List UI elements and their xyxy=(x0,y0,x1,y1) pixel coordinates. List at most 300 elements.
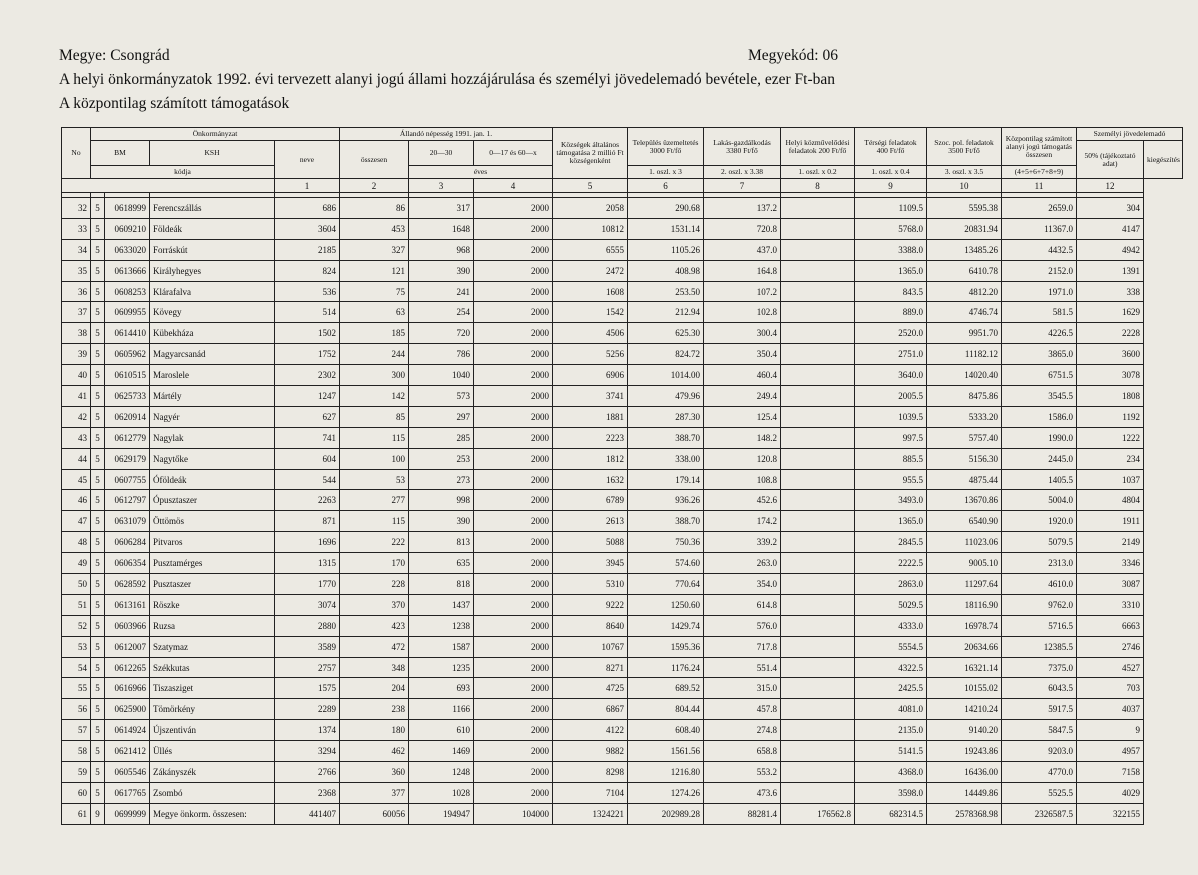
pit-supplement-cell: 1911 xyxy=(1077,511,1144,532)
table-row xyxy=(62,532,1183,553)
municipality-name-cell: Szatymaz xyxy=(150,636,275,657)
settlement-operation-cell: 4725 xyxy=(553,678,628,699)
settlement-operation-cell: 8271 xyxy=(553,657,628,678)
village-support-cell: 2000 xyxy=(474,323,553,344)
population-total-cell: 627 xyxy=(275,406,340,427)
row-number-cell: 58 xyxy=(62,741,91,762)
header-kieg: kiegészítés xyxy=(1144,141,1183,179)
regional-tasks-cell xyxy=(781,574,855,595)
population-0-17-60-cell: 1469 xyxy=(409,741,474,762)
population-20-30-cell: 121 xyxy=(340,260,409,281)
pit-supplement-cell: 7158 xyxy=(1077,762,1144,783)
regional-tasks-cell xyxy=(781,594,855,615)
housing-cell: 1531.14 xyxy=(628,218,704,239)
row-number-cell: 36 xyxy=(62,281,91,302)
bm-code-cell: 5 xyxy=(91,344,105,365)
population-total-cell: 604 xyxy=(275,448,340,469)
population-total-cell: 441407 xyxy=(275,803,340,824)
population-20-30-cell: 53 xyxy=(340,469,409,490)
regional-tasks-cell: 176562.8 xyxy=(781,803,855,824)
public-culture-cell: 658.8 xyxy=(704,741,781,762)
regional-tasks-cell xyxy=(781,198,855,219)
village-support-cell: 2000 xyxy=(474,365,553,386)
population-total-cell: 2368 xyxy=(275,782,340,803)
pit-50-percent-cell: 1586.0 xyxy=(1002,406,1077,427)
public-culture-cell: 717.8 xyxy=(704,636,781,657)
population-20-30-cell: 238 xyxy=(340,699,409,720)
row-number-cell: 38 xyxy=(62,323,91,344)
population-total-cell: 824 xyxy=(275,260,340,281)
pit-50-percent-cell: 11367.0 xyxy=(1002,218,1077,239)
row-number-cell: 57 xyxy=(62,720,91,741)
central-support-total-cell: 9140.20 xyxy=(927,720,1002,741)
pit-supplement-cell: 1037 xyxy=(1077,469,1144,490)
central-support-total-cell: 14020.40 xyxy=(927,365,1002,386)
housing-cell: 770.64 xyxy=(628,574,704,595)
social-policy-cell: 2751.0 xyxy=(855,344,927,365)
population-0-17-60-cell: 635 xyxy=(409,553,474,574)
regional-tasks-cell xyxy=(781,615,855,636)
row-number-cell: 60 xyxy=(62,782,91,803)
public-culture-cell: 300.4 xyxy=(704,323,781,344)
housing-cell: 804.44 xyxy=(628,699,704,720)
row-number-cell: 47 xyxy=(62,511,91,532)
population-20-30-cell: 244 xyxy=(340,344,409,365)
pit-50-percent-cell: 5525.5 xyxy=(1002,782,1077,803)
column-number: 6 xyxy=(628,179,704,193)
central-support-total-cell: 4746.74 xyxy=(927,302,1002,323)
housing-cell: 1274.26 xyxy=(628,782,704,803)
bm-code-cell: 5 xyxy=(91,636,105,657)
housing-cell: 1216.80 xyxy=(628,762,704,783)
population-0-17-60-cell: 1166 xyxy=(409,699,474,720)
population-0-17-60-cell: 818 xyxy=(409,574,474,595)
village-support-cell: 2000 xyxy=(474,406,553,427)
municipality-name-cell: Öttömös xyxy=(150,511,275,532)
bm-code-cell: 5 xyxy=(91,741,105,762)
table-row xyxy=(62,365,1183,386)
social-policy-cell: 3640.0 xyxy=(855,365,927,386)
population-0-17-60-cell: 998 xyxy=(409,490,474,511)
pit-50-percent-cell: 1990.0 xyxy=(1002,427,1077,448)
social-policy-cell: 1365.0 xyxy=(855,511,927,532)
column-number: 1 xyxy=(275,179,340,193)
ksh-code-cell: 0612265 xyxy=(105,657,150,678)
bm-code-cell: 5 xyxy=(91,532,105,553)
municipality-name-cell: Tömörkény xyxy=(150,699,275,720)
bm-code-cell: 5 xyxy=(91,511,105,532)
population-20-30-cell: 115 xyxy=(340,427,409,448)
pit-supplement-cell: 1192 xyxy=(1077,406,1144,427)
row-number-cell: 54 xyxy=(62,657,91,678)
municipality-name-cell: Üllés xyxy=(150,741,275,762)
total-row xyxy=(62,803,1183,824)
population-total-cell: 871 xyxy=(275,511,340,532)
population-0-17-60-cell: 1587 xyxy=(409,636,474,657)
social-policy-cell: 885.5 xyxy=(855,448,927,469)
population-20-30-cell: 360 xyxy=(340,762,409,783)
table-row xyxy=(62,427,1183,448)
bm-code-cell: 5 xyxy=(91,365,105,386)
social-policy-cell: 4368.0 xyxy=(855,762,927,783)
header-szoc: Szoc. pol. feladatok 3500 Ft/fő xyxy=(927,128,1002,166)
ksh-code-cell: 0616966 xyxy=(105,678,150,699)
header-colnum-blank xyxy=(62,179,275,193)
bm-code-cell: 5 xyxy=(91,239,105,260)
village-support-cell: 2000 xyxy=(474,302,553,323)
population-0-17-60-cell: 297 xyxy=(409,406,474,427)
ksh-code-cell: 0613161 xyxy=(105,594,150,615)
housing-cell: 1561.56 xyxy=(628,741,704,762)
header-calc-helyi: 1. oszl. x 0.2 xyxy=(781,166,855,179)
central-support-total-cell: 14210.24 xyxy=(927,699,1002,720)
bm-code-cell: 5 xyxy=(91,553,105,574)
housing-cell: 574.60 xyxy=(628,553,704,574)
municipality-name-cell: Pitvaros xyxy=(150,532,275,553)
ksh-code-cell: 0603966 xyxy=(105,615,150,636)
table-row xyxy=(62,594,1183,615)
central-support-total-cell: 4875.44 xyxy=(927,469,1002,490)
population-0-17-60-cell: 573 xyxy=(409,386,474,407)
pit-supplement-cell: 703 xyxy=(1077,678,1144,699)
municipality-name-cell: Ópusztaszer xyxy=(150,490,275,511)
social-policy-cell: 1109.5 xyxy=(855,198,927,219)
column-number: 3 xyxy=(409,179,474,193)
municipality-name-cell: Tiszasziget xyxy=(150,678,275,699)
settlement-operation-cell: 3945 xyxy=(553,553,628,574)
bm-code-cell: 5 xyxy=(91,490,105,511)
table-row xyxy=(62,720,1183,741)
bm-code-cell: 5 xyxy=(91,469,105,490)
pit-50-percent-cell: 5004.0 xyxy=(1002,490,1077,511)
social-policy-cell: 997.5 xyxy=(855,427,927,448)
population-20-30-cell: 228 xyxy=(340,574,409,595)
bm-code-cell: 5 xyxy=(91,657,105,678)
header-calc-tersegi: 1. oszl. x 0.4 xyxy=(855,166,927,179)
housing-cell: 1429.74 xyxy=(628,615,704,636)
document-title: A helyi önkormányzatok 1992. évi tervezett alanyi jogú állami hozzájárulása és személyi jövedelemadó bevétele, ezer Ft-ban xyxy=(59,71,835,88)
row-number-cell: 56 xyxy=(62,699,91,720)
ksh-code-cell: 0631079 xyxy=(105,511,150,532)
row-number-cell: 33 xyxy=(62,218,91,239)
public-culture-cell: 551.4 xyxy=(704,657,781,678)
table-row xyxy=(62,741,1183,762)
housing-cell: 1595.36 xyxy=(628,636,704,657)
ksh-code-cell: 0614924 xyxy=(105,720,150,741)
table-row xyxy=(62,762,1183,783)
regional-tasks-cell xyxy=(781,741,855,762)
pit-supplement-cell: 4037 xyxy=(1077,699,1144,720)
settlement-operation-cell: 4506 xyxy=(553,323,628,344)
header-neve: neve xyxy=(275,141,340,179)
row-number-cell: 42 xyxy=(62,406,91,427)
population-0-17-60-cell: 390 xyxy=(409,511,474,532)
central-support-total-cell: 20634.66 xyxy=(927,636,1002,657)
ksh-code-cell: 0625733 xyxy=(105,386,150,407)
municipality-name-cell: Zákányszék xyxy=(150,762,275,783)
population-0-17-60-cell: 254 xyxy=(409,302,474,323)
population-20-30-cell: 423 xyxy=(340,615,409,636)
village-support-cell: 2000 xyxy=(474,386,553,407)
ksh-code-cell: 0607755 xyxy=(105,469,150,490)
population-total-cell: 2757 xyxy=(275,657,340,678)
pit-50-percent-cell: 5079.5 xyxy=(1002,532,1077,553)
pit-supplement-cell: 304 xyxy=(1077,198,1144,219)
population-0-17-60-cell: 968 xyxy=(409,239,474,260)
ksh-code-cell: 0609210 xyxy=(105,218,150,239)
settlement-operation-cell: 6906 xyxy=(553,365,628,386)
pit-supplement-cell: 4942 xyxy=(1077,239,1144,260)
central-support-total-cell: 8475.86 xyxy=(927,386,1002,407)
population-20-30-cell: 115 xyxy=(340,511,409,532)
pit-50-percent-cell: 4226.5 xyxy=(1002,323,1077,344)
row-number-cell: 49 xyxy=(62,553,91,574)
village-support-cell: 2000 xyxy=(474,657,553,678)
village-support-cell: 2000 xyxy=(474,511,553,532)
public-culture-cell: 148.2 xyxy=(704,427,781,448)
population-20-30-cell: 370 xyxy=(340,594,409,615)
municipality-name-cell: Pusztamérges xyxy=(150,553,275,574)
pit-50-percent-cell: 5917.5 xyxy=(1002,699,1077,720)
housing-cell: 388.70 xyxy=(628,427,704,448)
column-number: 11 xyxy=(1002,179,1077,193)
settlement-operation-cell: 2223 xyxy=(553,427,628,448)
table-row xyxy=(62,469,1183,490)
settlement-operation-cell: 9882 xyxy=(553,741,628,762)
bm-code-cell: 5 xyxy=(91,574,105,595)
pit-supplement-cell: 4147 xyxy=(1077,218,1144,239)
population-20-30-cell: 453 xyxy=(340,218,409,239)
municipality-name-cell: Mártély xyxy=(150,386,275,407)
village-support-cell: 2000 xyxy=(474,427,553,448)
housing-cell: 479.96 xyxy=(628,386,704,407)
row-number-cell: 53 xyxy=(62,636,91,657)
village-support-cell: 2000 xyxy=(474,490,553,511)
central-support-total-cell: 2578368.98 xyxy=(927,803,1002,824)
pit-50-percent-cell: 1405.5 xyxy=(1002,469,1077,490)
housing-cell: 212.94 xyxy=(628,302,704,323)
population-20-30-cell: 63 xyxy=(340,302,409,323)
row-number-cell: 52 xyxy=(62,615,91,636)
social-policy-cell: 2845.5 xyxy=(855,532,927,553)
housing-cell: 625.30 xyxy=(628,323,704,344)
ksh-code-cell: 0628592 xyxy=(105,574,150,595)
village-support-cell: 2000 xyxy=(474,699,553,720)
settlement-operation-cell: 2613 xyxy=(553,511,628,532)
central-support-total-cell: 19243.86 xyxy=(927,741,1002,762)
ksh-code-cell: 0621412 xyxy=(105,741,150,762)
bm-code-cell: 5 xyxy=(91,594,105,615)
public-culture-cell: 457.8 xyxy=(704,699,781,720)
population-0-17-60-cell: 317 xyxy=(409,198,474,219)
row-number-cell: 59 xyxy=(62,762,91,783)
central-support-total-cell: 18116.90 xyxy=(927,594,1002,615)
social-policy-cell: 5141.5 xyxy=(855,741,927,762)
housing-cell: 1176.24 xyxy=(628,657,704,678)
population-total-cell: 2766 xyxy=(275,762,340,783)
pit-50-percent-cell: 2445.0 xyxy=(1002,448,1077,469)
population-0-17-60-cell: 1040 xyxy=(409,365,474,386)
municipality-name-cell: Székkutas xyxy=(150,657,275,678)
population-20-30-cell: 142 xyxy=(340,386,409,407)
social-policy-cell: 2863.0 xyxy=(855,574,927,595)
bm-code-cell: 5 xyxy=(91,406,105,427)
public-culture-cell: 354.0 xyxy=(704,574,781,595)
pit-50-percent-cell: 2313.0 xyxy=(1002,553,1077,574)
pit-50-percent-cell: 9203.0 xyxy=(1002,741,1077,762)
ksh-code-cell: 0614410 xyxy=(105,323,150,344)
table-row xyxy=(62,218,1183,239)
subsidy-table xyxy=(61,127,1183,825)
settlement-operation-cell: 1608 xyxy=(553,281,628,302)
village-support-cell: 104000 xyxy=(474,803,553,824)
pit-supplement-cell: 234 xyxy=(1077,448,1144,469)
public-culture-cell: 315.0 xyxy=(704,678,781,699)
public-culture-cell: 350.4 xyxy=(704,344,781,365)
settlement-operation-cell: 10812 xyxy=(553,218,628,239)
settlement-operation-cell: 8298 xyxy=(553,762,628,783)
bm-code-cell: 5 xyxy=(91,323,105,344)
ksh-code-cell: 0612779 xyxy=(105,427,150,448)
header-osszesen: összesen xyxy=(340,141,409,179)
central-support-total-cell: 20831.94 xyxy=(927,218,1002,239)
header-tersegi: Térségi feladatok 400 Ft/fő xyxy=(855,128,927,166)
population-0-17-60-cell: 693 xyxy=(409,678,474,699)
population-0-17-60-cell: 813 xyxy=(409,532,474,553)
settlement-operation-cell: 1632 xyxy=(553,469,628,490)
village-support-cell: 2000 xyxy=(474,218,553,239)
central-support-total-cell: 5595.38 xyxy=(927,198,1002,219)
settlement-operation-cell: 5088 xyxy=(553,532,628,553)
social-policy-cell: 3493.0 xyxy=(855,490,927,511)
population-0-17-60-cell: 253 xyxy=(409,448,474,469)
population-20-30-cell: 348 xyxy=(340,657,409,678)
ksh-code-cell: 0613666 xyxy=(105,260,150,281)
central-support-total-cell: 11182.12 xyxy=(927,344,1002,365)
regional-tasks-cell xyxy=(781,782,855,803)
social-policy-cell: 3388.0 xyxy=(855,239,927,260)
village-support-cell: 2000 xyxy=(474,636,553,657)
population-total-cell: 544 xyxy=(275,469,340,490)
population-20-30-cell: 170 xyxy=(340,553,409,574)
regional-tasks-cell xyxy=(781,532,855,553)
pit-50-percent-cell: 2152.0 xyxy=(1002,260,1077,281)
settlement-operation-cell: 7104 xyxy=(553,782,628,803)
municipality-name-cell: Pusztaszer xyxy=(150,574,275,595)
table-row xyxy=(62,636,1183,657)
header-telepules: Település üzemeltetés 3000 Ft/fő xyxy=(628,128,704,166)
village-support-cell: 2000 xyxy=(474,762,553,783)
pit-supplement-cell: 338 xyxy=(1077,281,1144,302)
bm-code-cell: 5 xyxy=(91,218,105,239)
municipality-name-cell: Újszentiván xyxy=(150,720,275,741)
population-total-cell: 3604 xyxy=(275,218,340,239)
social-policy-cell: 2222.5 xyxy=(855,553,927,574)
header-calc-telepules: 1. oszl. x 3 xyxy=(628,166,704,179)
public-culture-cell: 720.8 xyxy=(704,218,781,239)
settlement-operation-cell: 5310 xyxy=(553,574,628,595)
social-policy-cell: 889.0 xyxy=(855,302,927,323)
row-number-cell: 35 xyxy=(62,260,91,281)
central-support-total-cell: 9005.10 xyxy=(927,553,1002,574)
regional-tasks-cell xyxy=(781,406,855,427)
population-total-cell: 536 xyxy=(275,281,340,302)
ksh-code-cell: 0618999 xyxy=(105,198,150,219)
settlement-operation-cell: 2472 xyxy=(553,260,628,281)
housing-cell: 253.50 xyxy=(628,281,704,302)
regional-tasks-cell xyxy=(781,344,855,365)
bm-code-cell: 5 xyxy=(91,260,105,281)
pit-supplement-cell: 2228 xyxy=(1077,323,1144,344)
bm-code-cell: 5 xyxy=(91,427,105,448)
social-policy-cell: 4322.5 xyxy=(855,657,927,678)
population-20-30-cell: 377 xyxy=(340,782,409,803)
regional-tasks-cell xyxy=(781,657,855,678)
public-culture-cell: 102.8 xyxy=(704,302,781,323)
public-culture-cell: 88281.4 xyxy=(704,803,781,824)
table-row xyxy=(62,678,1183,699)
header-nepesseg: Állandó népesség 1991. jan. 1. xyxy=(340,128,553,141)
table-row xyxy=(62,281,1183,302)
population-0-17-60-cell: 1437 xyxy=(409,594,474,615)
housing-cell: 338.00 xyxy=(628,448,704,469)
municipality-name-cell: Zsombó xyxy=(150,782,275,803)
central-support-total-cell: 9951.70 xyxy=(927,323,1002,344)
pit-50-percent-cell: 4432.5 xyxy=(1002,239,1077,260)
row-number-cell: 37 xyxy=(62,302,91,323)
table-row xyxy=(62,657,1183,678)
municipality-name-cell: Klárafalva xyxy=(150,281,275,302)
municipality-name-cell: Nagyér xyxy=(150,406,275,427)
row-number-cell: 43 xyxy=(62,427,91,448)
ksh-code-cell: 0699999 xyxy=(105,803,150,824)
central-support-total-cell: 11297.64 xyxy=(927,574,1002,595)
social-policy-cell: 2425.5 xyxy=(855,678,927,699)
public-culture-cell: 164.8 xyxy=(704,260,781,281)
population-0-17-60-cell: 273 xyxy=(409,469,474,490)
public-culture-cell: 263.0 xyxy=(704,553,781,574)
social-policy-cell: 682314.5 xyxy=(855,803,927,824)
central-support-total-cell: 4812.20 xyxy=(927,281,1002,302)
central-support-total-cell: 13485.26 xyxy=(927,239,1002,260)
population-20-30-cell: 204 xyxy=(340,678,409,699)
village-support-cell: 2000 xyxy=(474,198,553,219)
ksh-code-cell: 0606284 xyxy=(105,532,150,553)
population-0-17-60-cell: 1235 xyxy=(409,657,474,678)
pit-50-percent-cell: 5847.5 xyxy=(1002,720,1077,741)
population-20-30-cell: 86 xyxy=(340,198,409,219)
public-culture-cell: 339.2 xyxy=(704,532,781,553)
pit-50-percent-cell: 3545.5 xyxy=(1002,386,1077,407)
table-row xyxy=(62,574,1183,595)
regional-tasks-cell xyxy=(781,427,855,448)
row-number-cell: 61 xyxy=(62,803,91,824)
regional-tasks-cell xyxy=(781,218,855,239)
population-20-30-cell: 472 xyxy=(340,636,409,657)
municipality-name-cell: Óföldeák xyxy=(150,469,275,490)
settlement-operation-cell: 3741 xyxy=(553,386,628,407)
population-0-17-60-cell: 720 xyxy=(409,323,474,344)
social-policy-cell: 5029.5 xyxy=(855,594,927,615)
public-culture-cell: 437.0 xyxy=(704,239,781,260)
county-code-label: Megyekód: 06 xyxy=(748,47,838,64)
village-support-cell: 2000 xyxy=(474,553,553,574)
pit-supplement-cell: 4957 xyxy=(1077,741,1144,762)
population-20-30-cell: 75 xyxy=(340,281,409,302)
village-support-cell: 2000 xyxy=(474,448,553,469)
social-policy-cell: 3598.0 xyxy=(855,782,927,803)
population-0-17-60-cell: 1028 xyxy=(409,782,474,803)
